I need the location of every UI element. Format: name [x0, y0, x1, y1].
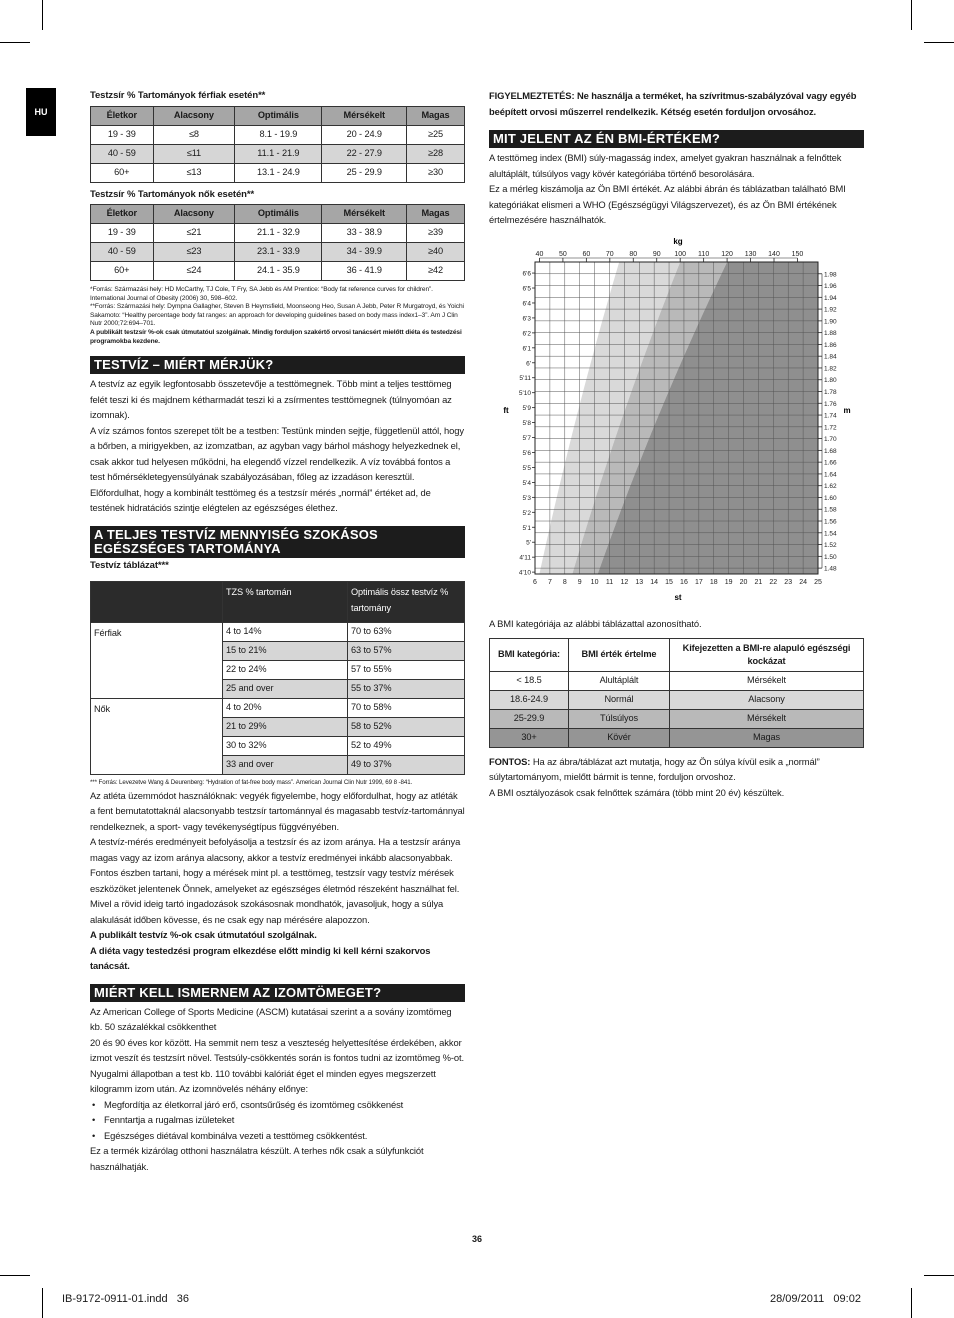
female-fat-caption: Testzsír % Tartományok nők esetén**	[90, 188, 255, 200]
section-heading-water: TESTVÍZ – MIÉRT MÉRJÜK?	[90, 356, 465, 374]
tick-label: 4'11	[519, 554, 531, 562]
tick-label: 13	[635, 579, 644, 586]
table-cell: ≤23	[153, 243, 235, 262]
range-paragraph: A testvíz-mérés eredményeit befolyásolja a testzsír és az izom aránya. Ha a testzsír aránya magas vagy az izom aránya alacsony, akkor a testvíz eredményei inkább alacsonyabbak.	[90, 836, 461, 863]
tick-label: 5'7	[522, 435, 531, 443]
table-row	[91, 243, 465, 262]
table-header: Alacsony	[153, 205, 235, 224]
table-header: Életkor	[91, 106, 154, 125]
table-cell: ≥30	[407, 163, 465, 182]
table-cell: 25 and over	[223, 680, 348, 699]
tick-label: 23	[784, 579, 793, 586]
water-paragraph: A testvíz az egyik legfontosabb összetevője a testtömegnek. Több mint a teljes testtömeg felét teszi ki és majdnem kétharmadát teszi ki a zsírmentes testtömegnek (túlnyomóan az izomnak).	[90, 378, 452, 421]
table-cell: 63 to 57%	[348, 642, 465, 661]
table-cell: 55 to 37%	[348, 680, 465, 699]
table-cell: 19 - 39	[91, 125, 154, 144]
language-tab	[26, 88, 56, 136]
table-header: BMI érték értelme	[569, 638, 670, 671]
table-cell: 22 - 27.9	[322, 144, 407, 163]
table-header: Optimális	[235, 106, 322, 125]
table-header: Alacsony	[153, 106, 235, 125]
section-heading-range	[90, 526, 465, 558]
water-table-caption: Testvíz táblázat***	[90, 559, 169, 571]
tick-label: 110	[698, 251, 710, 258]
tick-label: 1.98	[824, 271, 837, 279]
tick-label: 5'	[526, 539, 531, 547]
tick-label: 1.52	[824, 542, 837, 550]
right-axis-label: m	[843, 406, 851, 415]
group-label: Férfiak	[91, 623, 223, 699]
table-cell: 21.1 - 32.9	[235, 224, 322, 243]
group-label: Nők	[91, 699, 223, 775]
table-cell: 15 to 21%	[223, 642, 348, 661]
tick-label: 6	[533, 579, 537, 586]
warning-text: Ne használja a terméket, ha szívritmus-szabályzóval vagy egyéb beépített orvosi műszerrel rendelkezik. Kétség esetén forduljon orvosához.	[489, 90, 857, 117]
table-row	[91, 623, 465, 642]
table-cell: 34 - 39.9	[322, 243, 407, 262]
tick-label: 40	[535, 251, 544, 258]
tick-label: 100	[674, 251, 687, 258]
tick-label: 1.76	[824, 400, 837, 408]
tick-label: 1.82	[824, 365, 837, 373]
table-cell: 4 to 14%	[223, 623, 348, 642]
table-cell: 40 - 59	[91, 243, 154, 262]
tick-label: 140	[768, 251, 780, 258]
table-cell: 49 to 37%	[348, 756, 465, 775]
table-header: Mérsékelt	[322, 106, 407, 125]
section-heading-bmi: MIT JELENT AZ ÉN BMI-ÉRTÉKEM?	[489, 130, 864, 148]
table-cell: < 18.5	[490, 671, 569, 690]
table-cell: ≥25	[407, 125, 465, 144]
range-bold-note: A publikált testvíz %-ok csak útmutatóul szolgálnak.	[90, 929, 317, 941]
table-row	[91, 224, 465, 243]
table-header: BMI kategória:	[490, 638, 569, 671]
tick-label: 25	[814, 579, 822, 586]
tick-label: 24	[799, 579, 808, 586]
tick-label: 6'4	[522, 300, 531, 308]
table-cell: Alacsony	[670, 690, 864, 709]
section-heading-line: EGÉSZSÉGES TARTOMÁNYA	[94, 540, 281, 556]
footnote-bold	[90, 329, 465, 346]
tick-label: 1.66	[824, 459, 837, 467]
tick-label: 16	[680, 579, 688, 586]
bmi-paragraph: Ez a mérleg kiszámolja az Ön BMI értékét. Az alábbi ábrán és táblázatban található BMI kategóriákat elismeri a WHO (Egészségügyi Világszervezet), és az Ön BMI értékének értelmezésére használhatók.	[489, 183, 846, 225]
table-header: Magas	[407, 205, 465, 224]
important-text: Ha az ábra/táblázat azt mutatja, hogy az Ön súlya kívül esik a „normál” súlytartományom, mielőtt bármit is tenne, forduljon orvoshoz.	[489, 755, 820, 782]
table-cell: 24.1 - 35.9	[235, 262, 322, 281]
tick-label: 1.80	[824, 377, 837, 385]
table-cell: ≥28	[407, 144, 465, 163]
left-axis-label: ft	[503, 406, 509, 415]
bmi-chart	[495, 232, 860, 604]
tick-label: 1.56	[824, 518, 837, 526]
table-cell: 60+	[91, 163, 154, 182]
muscle-paragraph: Ez a termék kizárólag otthoni használatra készült. A terhes nők csak a súlyfunkciót használhatják.	[90, 1145, 424, 1172]
tick-label: 90	[652, 251, 661, 258]
footer-date: 28/09/2011 09:02	[770, 1293, 861, 1305]
table-header-empty	[91, 582, 223, 623]
left-axis	[519, 271, 535, 577]
table-row	[91, 125, 465, 144]
tick-label: 14	[650, 579, 659, 586]
tick-label: 70	[605, 251, 614, 258]
table-cell: ≤24	[153, 262, 235, 281]
table-cell: 18.6-24.9	[490, 690, 569, 709]
table-row	[490, 690, 864, 709]
tick-label: 6'1	[522, 345, 531, 353]
table-row	[91, 163, 465, 182]
table-cell: ≥42	[407, 262, 465, 281]
table-row	[91, 144, 465, 163]
tick-label: 5'10	[518, 390, 531, 398]
table-cell: ≤11	[153, 144, 235, 163]
tick-label: 1.74	[824, 412, 837, 420]
table-cell: 25 - 29.9	[322, 163, 407, 182]
table-cell: 36 - 41.9	[322, 262, 407, 281]
table-header: TZS % tartomán	[223, 582, 348, 623]
table-row	[490, 709, 864, 728]
table-cell: 30+	[490, 728, 569, 747]
tick-label: 5'3	[522, 494, 531, 502]
table-cell: 21 to 29%	[223, 718, 348, 737]
list-item: • Fenntartja a rugalmas izületeket	[104, 1112, 465, 1128]
table-cell: 13.1 - 24.9	[235, 163, 322, 182]
tick-label: 1.90	[824, 318, 837, 326]
tick-label: 22	[769, 579, 778, 586]
right-column	[489, 88, 864, 228]
table-header: Mérsékelt	[322, 205, 407, 224]
left-column	[90, 88, 465, 1174]
right-axis	[818, 271, 837, 572]
male-fat-table	[90, 106, 465, 183]
tick-label: 1.54	[824, 530, 837, 538]
muscle-paragraph: 20 és 90 éves kor között. Ha semmit nem tesz a veszteség helyettesítése érdekében, akkor izmot veszít és testzsírt növel. Testsúly-csökkentés során is fontos tudni az izomtömeg %-ot. Nyugalmi állapotban a test kb. 110 további kalóriát éget el minden egyes megszerzett kilogramm izom után. Az izomnövelés néhány előnye:	[90, 1036, 465, 1095]
tick-label: 11	[605, 579, 614, 586]
table-row	[91, 262, 465, 281]
section-heading-line: A TELJES TESTVÍZ MENNYISÉG SZOKÁSOS	[94, 526, 378, 542]
tick-label: 5'8	[522, 420, 531, 428]
tick-label: 5'1	[522, 524, 531, 532]
footnote: *Forrás: Származási hely: HD McCarthy, TJ Cole, T Fry, SA Jebb és AM Prentice: “Body fat reference curves for children”. International Journal of Obesity (2006) 30, 598–602.	[90, 286, 433, 302]
table-cell: 60+	[91, 262, 154, 281]
table-cell: Normál	[569, 690, 670, 709]
table-row	[490, 671, 864, 690]
top-axis	[536, 251, 804, 262]
table-cell: 30 to 32%	[223, 737, 348, 756]
tick-label: 10	[590, 579, 599, 586]
bmi-category-table	[489, 638, 864, 748]
warning-paragraph	[489, 88, 864, 119]
right-column-lower	[489, 616, 864, 800]
muscle-benefits-list	[90, 1097, 465, 1144]
bmi-table-intro: A BMI kategóriája az alábbi táblázattal azonosítható.	[489, 618, 702, 629]
range-bold-note: A diéta vagy testedzési program elkezdése előtt mindig ki kell kérni szakorvos tanácsát.	[90, 944, 431, 972]
crop-mark	[911, 1288, 912, 1318]
tick-label: 17	[694, 579, 703, 586]
tick-label: 12	[620, 579, 629, 586]
crop-mark	[42, 0, 43, 30]
tick-label: 1.50	[824, 553, 837, 561]
table-cell: Túlsúlyos	[569, 709, 670, 728]
bmi-important	[489, 754, 864, 785]
tick-label: 1.88	[824, 330, 837, 338]
tick-label: 6'6	[522, 270, 531, 278]
table-cell: 22 to 24%	[223, 661, 348, 680]
top-axis-label: kg	[673, 237, 683, 246]
table-header: Kifejezetten a BMI-re alapuló egészségi kockázat	[670, 638, 864, 671]
table-header: Optimális	[235, 205, 322, 224]
tick-label: 60	[582, 251, 591, 258]
table-cell: 33 - 38.9	[322, 224, 407, 243]
table-cell: Mérsékelt	[670, 709, 864, 728]
female-fat-table	[90, 204, 465, 281]
tick-label: 50	[559, 251, 567, 258]
tick-label: 1.62	[824, 483, 837, 491]
table-cell: 70 to 63%	[348, 623, 465, 642]
footnote-bold-text: A publikált testzsír %-ok csak útmutatóul szolgálnak. Mindig forduljon szakértő orvosi tanácsért mielőtt diéta és testedzési programokba kezdene.	[90, 328, 462, 345]
tick-label: 5'4	[522, 479, 531, 487]
bottom-axis-label: st	[674, 593, 682, 602]
footer-file: IB-9172-0911-01.indd 36	[62, 1293, 189, 1305]
tick-label: 1.64	[824, 471, 837, 479]
tick-label: 5'11	[519, 375, 531, 383]
tick-label: 1.96	[824, 283, 837, 291]
tick-label: 20	[739, 579, 748, 586]
tick-label: 5'6	[522, 449, 531, 457]
table-row	[490, 728, 864, 747]
water-table-source: *** Forrás: Levezetve Wang & Deurenberg: “Hydration of fat-free body mass”. American Journal Clin Nutr 1999, 69 8 -841.	[90, 779, 413, 787]
water-table	[90, 581, 465, 775]
water-paragraph: A víz számos fontos szerepet tölt be a testben: Testünk minden sejtje, függetlenül attól, hogy a bőrben, a mirigyekben, az izomzatban, az agyban vagy bárhol máshogy helyezkednek el, csak akkor tud helyesen működni, ha elegendő vízzel rendelkezik. A víz továbbá fontos a test hőmérsékletegyensúlyának szabályozásában, főleg az izzadáson keresztül. Előfordulhat, hogy a kombinált testtömeg és a testzsír mérés „normál” értéket ad, de testének hidratációs szintje elégtelen az egészséges élethez.	[90, 424, 464, 514]
list-item: • Megfordítja az életkorral járó erő, csontsűrűség és izomtömeg csökkenést	[104, 1097, 465, 1113]
section-heading-muscle: MIÉRT KELL ISMERNEM AZ IZOMTÖMEGET?	[90, 984, 465, 1002]
tick-label: 5'5	[522, 464, 531, 472]
tick-label: 1.60	[824, 494, 837, 502]
tick-label: 6'	[526, 360, 531, 368]
chart-bands	[535, 262, 818, 574]
tick-label: 1.84	[824, 353, 837, 361]
tick-label: 1.72	[824, 424, 837, 432]
table-cell: 40 - 59	[91, 144, 154, 163]
table-cell: ≥40	[407, 243, 465, 262]
table-cell: 8.1 - 19.9	[235, 125, 322, 144]
tick-label: 1.86	[824, 341, 837, 349]
bmi-paragraph: A BMI osztályozások csak felnőttek számára (több mint 20 év) készültek.	[489, 786, 785, 798]
tick-label: 1.70	[824, 436, 837, 444]
crop-mark	[911, 0, 912, 30]
tick-label: 5'2	[522, 509, 531, 517]
table-header: Optimális össz testvíz % tartomány	[348, 582, 465, 623]
crop-mark	[0, 1275, 30, 1276]
tick-label: 19	[724, 579, 733, 586]
crop-mark	[924, 42, 954, 43]
range-paragraph: Fontos észben tartani, hogy a mérések mint pl. a testtömeg, testzsír vagy testvíz mérések eszközöket jelentenek Önnek, amelyeket az egészséges életmód részeként használhat fel. Mivel a rövid ideig tartó ingadozások szokásosnak mondhatók, javasoljuk, hogy a súlya alakulását időben kövesse, és ne csak egy nap mérésére alapozzon.	[90, 867, 460, 925]
table-cell: Magas	[670, 728, 864, 747]
table-cell: 11.1 - 21.9	[235, 144, 322, 163]
table-cell: 19 - 39	[91, 224, 154, 243]
table-cell: Kövér	[569, 728, 670, 747]
range-paragraph: Az atléta üzemmódot használóknak: vegyék figyelembe, hogy előfordulhat, hogy az atléták a fent bemutatottaknál alacsonyabb testzsír tartománnyal és magasabb testvíz-tartománnyal rendelkeznek, a sport- vagy tevékenységtípus függvényében.	[90, 789, 465, 832]
tick-label: 21	[754, 579, 763, 586]
table-cell: 58 to 52%	[348, 718, 465, 737]
tick-label: 9	[577, 579, 582, 586]
table-header: Magas	[407, 106, 465, 125]
table-cell: ≥39	[407, 224, 465, 243]
tick-label: 5'9	[522, 405, 531, 413]
table-header: Életkor	[91, 205, 154, 224]
tick-label: 6'2	[522, 330, 531, 338]
tick-label: 1.48	[824, 565, 837, 573]
important-label: FONTOS:	[489, 755, 531, 767]
crop-mark	[42, 1288, 43, 1318]
tick-label: 80	[629, 251, 638, 258]
table-cell: Alultáplált	[569, 671, 670, 690]
crop-mark	[0, 42, 30, 43]
tick-label: 4'10	[518, 569, 531, 577]
tick-label: 150	[791, 251, 804, 258]
table-cell: 20 - 24.9	[322, 125, 407, 144]
table-cell: 25-29.9	[490, 709, 569, 728]
tick-label: 15	[665, 579, 673, 586]
crop-mark	[924, 1275, 954, 1276]
table-cell: 70 to 58%	[348, 699, 465, 718]
table-cell: 57 to 55%	[348, 661, 465, 680]
tick-label: 1.58	[824, 506, 837, 514]
footnote: **Forrás: Származási hely: Dympna Gallagher, Steven B Heymsfield, Moonseong Heo, Susan A Jebb, Peter R Murgatroyd, és Yoichi Sakamoto: “Healthy percentage body fat ranges: an approach for developing guidelines based on body mass index1–3”. Am J Clin Nutr 2000;72:694–701.	[90, 303, 464, 328]
table-cell: 33 and over	[223, 756, 348, 775]
bottom-axis	[533, 579, 822, 586]
bmi-paragraph: A testtömeg index (BMI) súly-magasság index, amelyet gyakran használnak a felnőttek alultáplált, túlsúlyos vagy kövér kategóriába történő besorolására.	[489, 152, 842, 179]
table-cell: 52 to 49%	[348, 737, 465, 756]
page-number: 36	[471, 1234, 482, 1244]
tick-label: 6'5	[522, 285, 531, 293]
table-cell: ≤8	[153, 125, 235, 144]
tick-label: 6'3	[522, 315, 531, 323]
male-fat-caption: Testzsír % Tartományok férfiak esetén**	[90, 90, 266, 101]
table-cell: 4 to 20%	[223, 699, 348, 718]
language-tab-label: HU	[34, 107, 48, 117]
tick-label: 1.78	[824, 389, 837, 397]
list-item: • Egészséges diétával kombinálva vezeti a testtömeg csökkentést.	[104, 1128, 465, 1144]
tick-label: 8	[562, 579, 567, 586]
table-cell: Mérsékelt	[670, 671, 864, 690]
tick-label: 1.68	[824, 447, 837, 455]
table-row	[91, 699, 465, 718]
tick-label: 7	[547, 579, 552, 586]
warning-label: FIGYELMEZTETÉS:	[489, 90, 575, 101]
table-cell: 23.1 - 33.9	[235, 243, 322, 262]
tick-label: 1.92	[824, 306, 837, 314]
tick-label: 120	[721, 251, 733, 258]
table-cell: ≤13	[153, 163, 235, 182]
muscle-paragraph: Az American College of Sports Medicine (ASCM) kutatásai szerint a a sovány izomtömeg kb. 50 százalékkal csökkenthet	[90, 1005, 452, 1033]
tick-label: 130	[744, 251, 757, 258]
tick-label: 18	[709, 579, 718, 586]
tick-label: 1.94	[824, 294, 837, 302]
table-cell: ≤21	[153, 224, 235, 243]
